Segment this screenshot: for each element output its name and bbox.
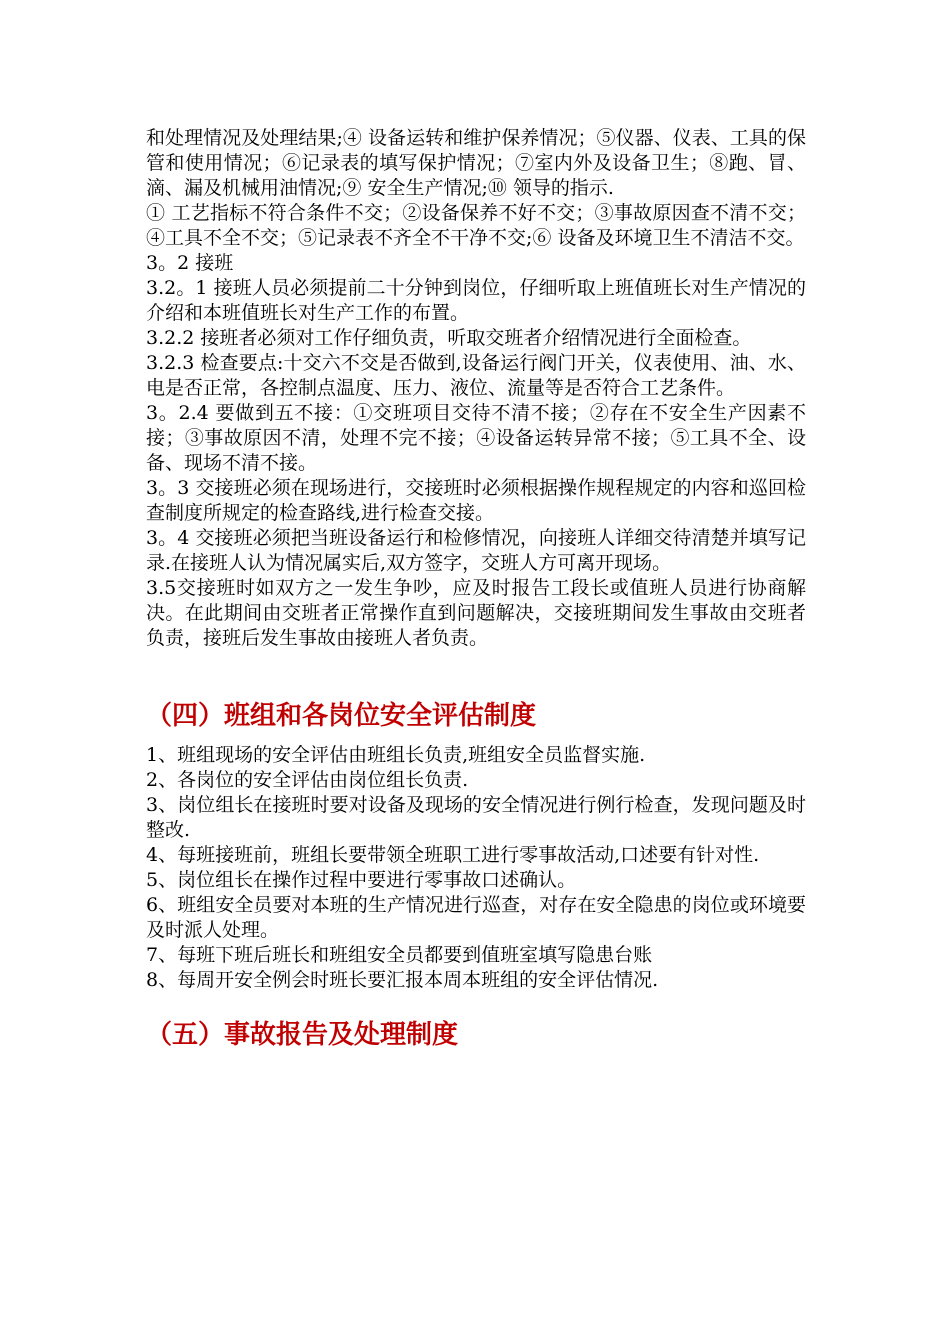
list-item: 7、每班下班后班长和班组安全员都要到值班室填写隐患台账 [146, 944, 653, 966]
clause-3-4: 3。4 交接班必须把当班设备运行和检修情况，向接班人详细交待清楚并填写记录.在接班人认为情况属实后,双方签字，交班人方可离开现场。 [146, 527, 806, 574]
document-body [146, 126, 806, 1052]
clause-3-2-3: 3.2.3 检查要点:十交六不交是否做到,设备运行阀门开关，仪表使用、油、水、电是否正常，各控制点温度、压力、液位、流量等是否符合工艺条件。 [146, 352, 806, 399]
spacer [146, 651, 806, 699]
clause-3-3: 3。3 交接班必须在现场进行，交接班时必须根据操作规程规定的内容和巡回检查制度所规定的检查路线,进行检查交接。 [146, 477, 806, 524]
clause-3-2-2: 3.2.2 接班者必须对工作仔细负责，听取交班者介绍情况进行全面检查。 [146, 327, 752, 349]
takeover-subheading: 3。2 接班 [146, 252, 234, 274]
section-heading-5: （五）事故报告及处理制度 [146, 1020, 459, 1050]
spacer [146, 733, 806, 743]
list-item: 6、班组安全员要对本班的生产情况进行巡查，对存在安全隐患的岗位或环境要及时派人处理。 [146, 894, 806, 941]
safety-assessment-list [146, 743, 806, 993]
list-item: 2、各岗位的安全评估由岗位组长负责. [146, 769, 469, 791]
clause-3-5: 3.5交接班时如双方之一发生争吵，应及时报告工段长或值班人员进行协商解决。在此期间由交班者正常操作直到问题解决，交接班期间发生事故由交班者负责，接班后发生事故由接班人者负责。 [146, 577, 806, 649]
list-item: 1、班组现场的安全评估由班组长负责,班组安全员监督实施. [146, 744, 646, 766]
clause-3-2-4: 3。2.4 要做到五不接：①交班项目交待不清不接；②存在不安全生产因素不接；③事故原因不清，处理不完不接；④设备运转异常不接；⑤工具不全、设备、现场不清不接。 [146, 402, 806, 474]
handover-content-paragraph: 和处理情况及处理结果;④ 设备运转和维护保养情况；⑤仪器、仪表、工具的保管和使用情况；⑥记录表的填写保护情况；⑦室内外及设备卫生；⑧跑、冒、滴、漏及机械用油情况;⑨ 安全生产情况;⑩ 领导的指示. [146, 127, 806, 199]
clause-3-2-1: 3.2。1 接班人员必须提前二十分钟到岗位，仔细听取上班值班长对生产情况的介绍和本班值班长对生产工作的布置。 [146, 277, 806, 324]
list-item: 3、岗位组长在接班时要对设备及现场的安全情况进行例行检查，发现问题及时整改. [146, 794, 806, 841]
section-heading-4: （四）班组和各岗位安全评估制度 [146, 701, 537, 731]
list-item: 5、岗位组长在操作过程中要进行零事故口述确认。 [146, 869, 577, 891]
list-item: 4、每班接班前，班组长要带领全班职工进行零事故活动,口述要有针对性. [146, 844, 760, 866]
list-item: 8、每周开安全例会时班长要汇报本周本班组的安全评估情况. [146, 969, 659, 991]
spacer [146, 993, 806, 1018]
six-no-handover-paragraph: ① 工艺指标不符合条件不交；②设备保养不好不交；③事故原因查不清不交；④工具不全不交；⑤记录表不齐全不干净不交;⑥ 设备及环境卫生不清洁不交。 [146, 202, 806, 249]
